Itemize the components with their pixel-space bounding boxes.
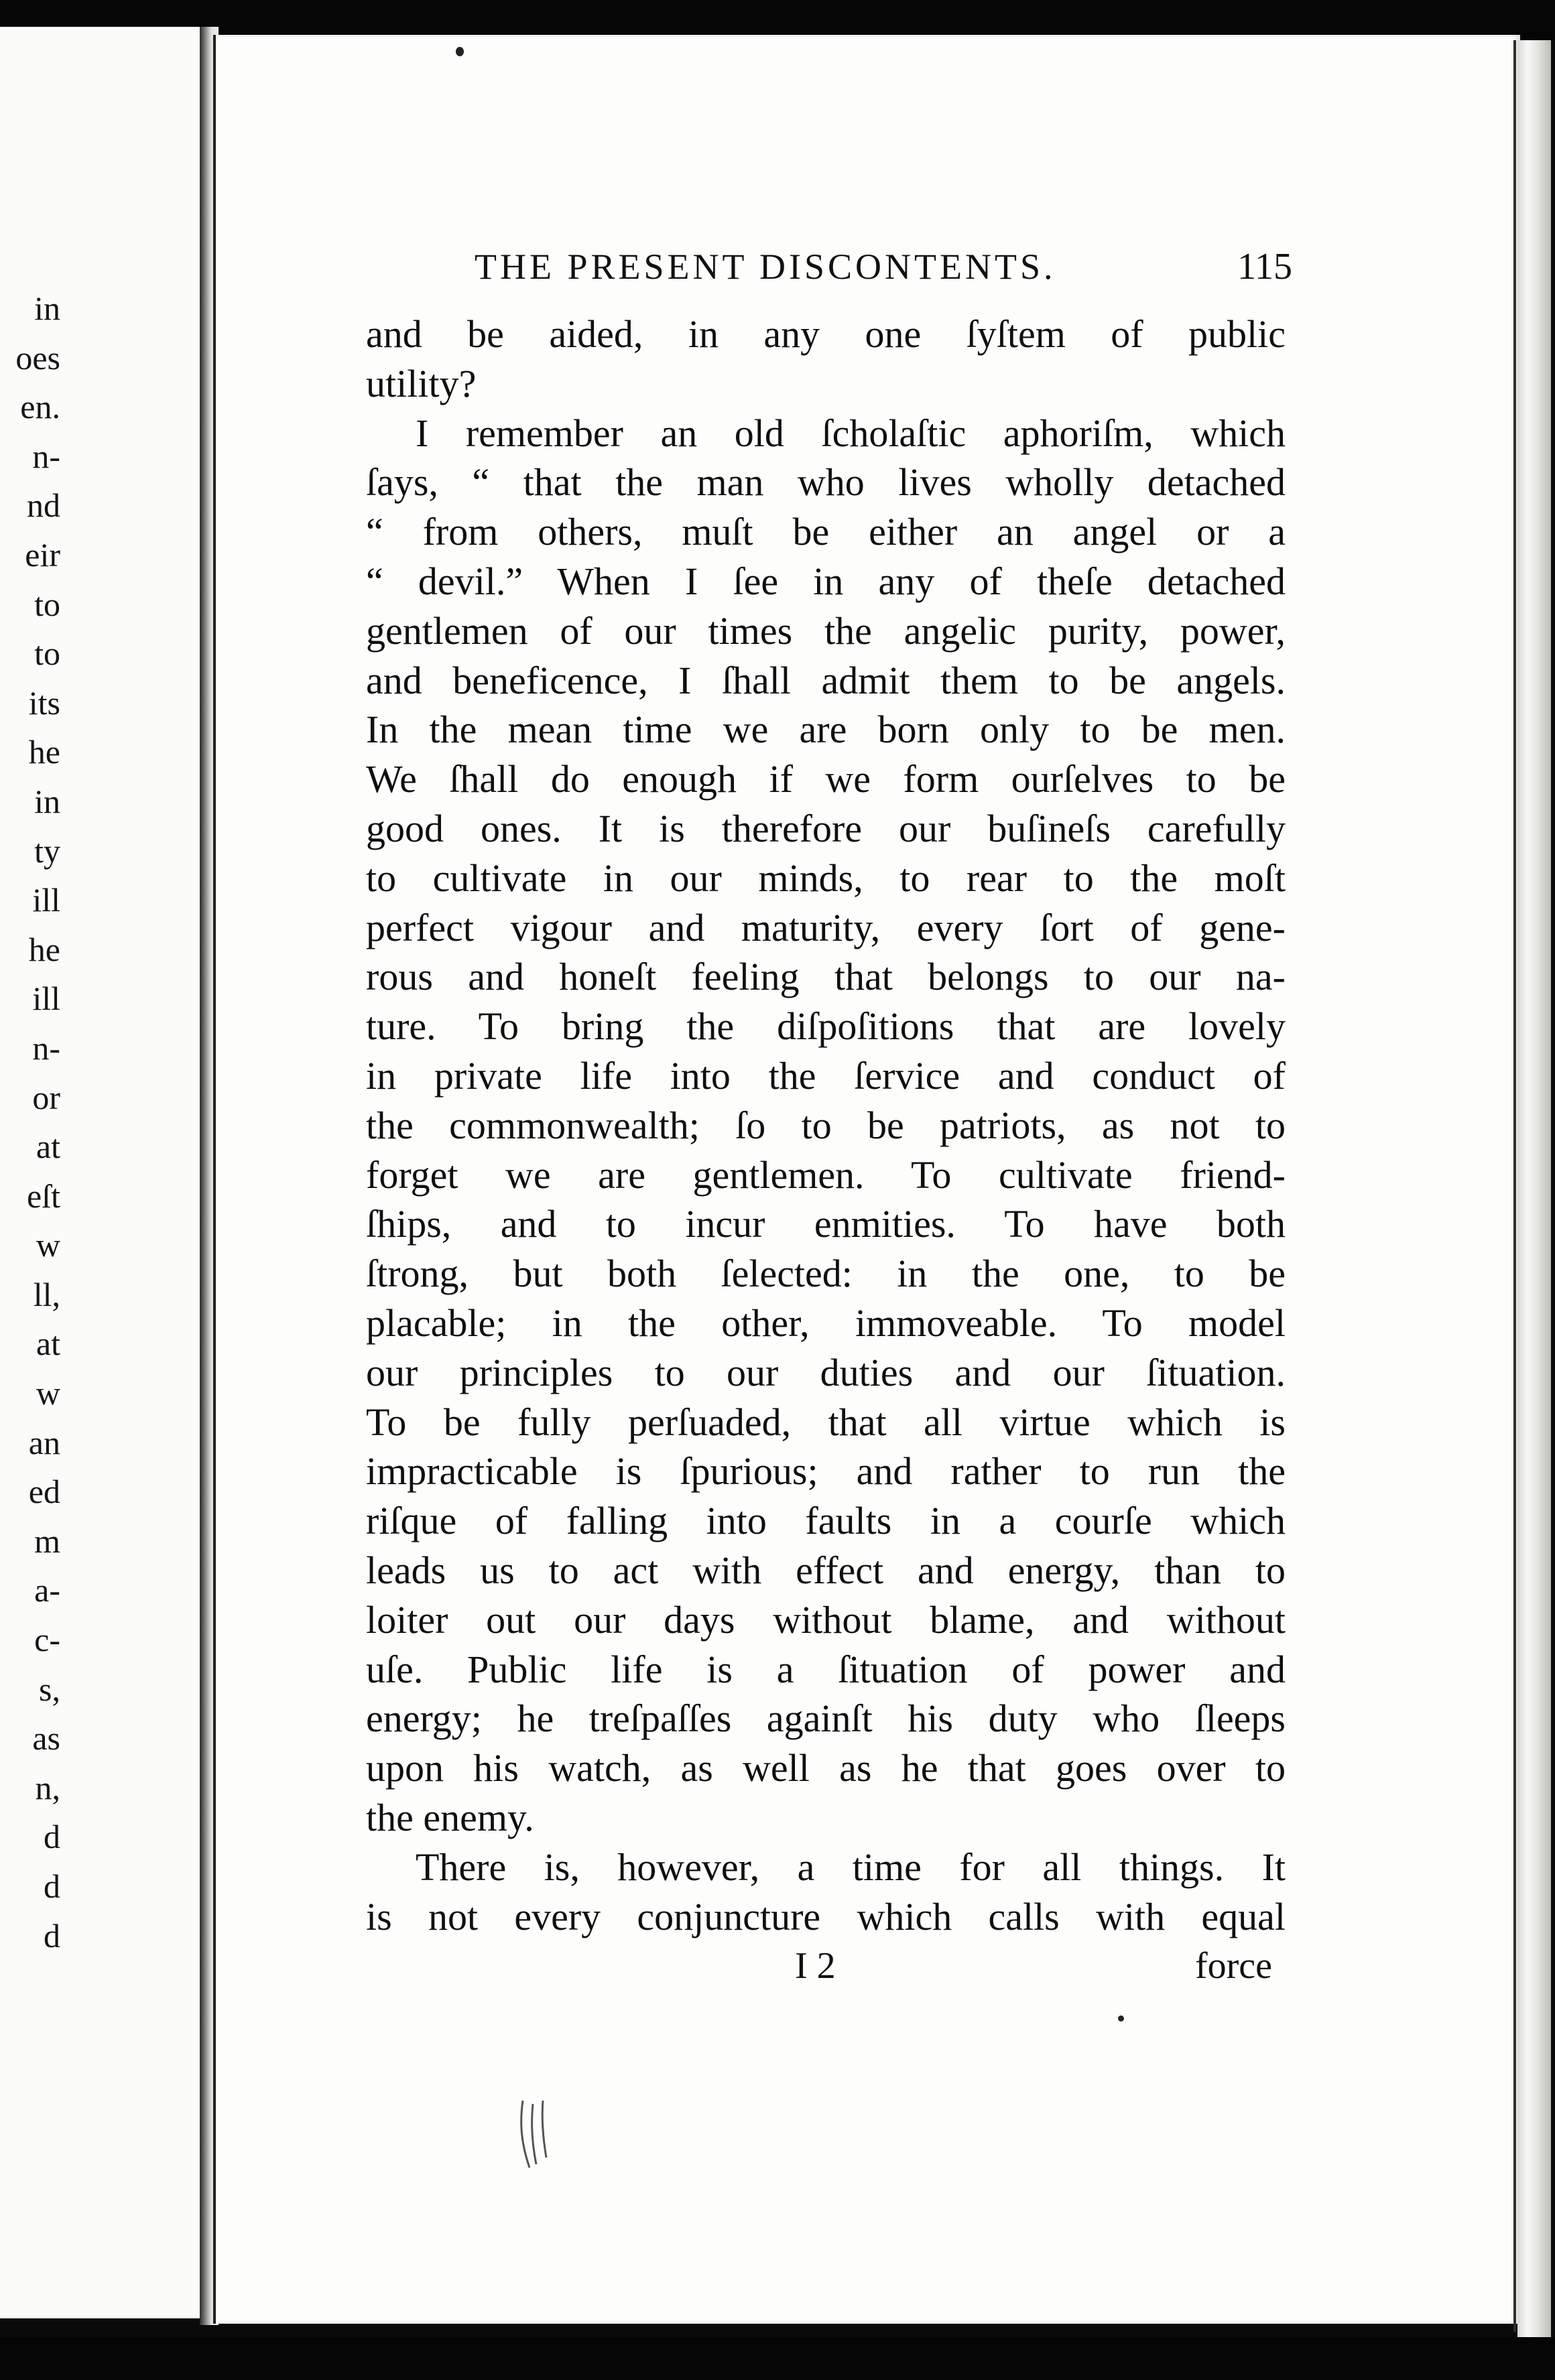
page-edge-line [1513, 40, 1516, 2332]
text-line: ſays, “ that the man who lives wholly detached [366, 460, 1286, 505]
text-line: leads us to act with effect and energy, than to [366, 1548, 1286, 1592]
text-line: “ devil.” When I ſee in any of theſe detached [366, 559, 1286, 603]
body-text [366, 310, 1286, 1941]
text-line: is not every conjuncture which calls with equal [366, 1894, 1286, 1938]
facing-page-fragment: oes [15, 338, 60, 377]
text-line: forget we are gentlemen. To cultivate friend- [366, 1152, 1286, 1197]
facing-page-fragment: to [34, 635, 60, 673]
text-line: and be aided, in any one ſyſtem of public [366, 312, 1286, 356]
facing-page-fragment: d [44, 1818, 60, 1856]
text-line: in private life into the ſervice and conduct of [366, 1053, 1286, 1098]
text-line: perfect vigour and maturity, every ſort of gene- [366, 905, 1286, 949]
text-line: energy; he treſpaſſes againſt his duty who ſleeps [366, 1697, 1286, 1741]
text-line: To be fully perſuaded, that all virtue which is [366, 1400, 1286, 1444]
scan-border-bottom [0, 2337, 1555, 2380]
text-line: and beneficence, I ſhall admit them to be angels. [366, 658, 1286, 702]
running-head [475, 241, 1292, 292]
signature-mark: I 2 [795, 1945, 836, 1987]
text-line: impracticable is ſpurious; and rather to run the [366, 1449, 1286, 1494]
facing-page-fragment: to [34, 585, 60, 623]
text-line: ſhips, and to incur enmities. To have both [366, 1202, 1286, 1246]
catchword: force [1194, 1945, 1272, 1987]
facing-page-fragment: ll, [33, 1275, 60, 1313]
facing-page-fragment: he [28, 930, 60, 968]
facing-page-fragment: as [32, 1719, 60, 1758]
ink-speck [456, 47, 464, 56]
facing-page-fragment: w [36, 1226, 60, 1264]
facing-page-left [0, 27, 204, 2318]
facing-page-fragment: n- [32, 437, 60, 475]
facing-page-fragment: an [28, 1423, 60, 1461]
facing-page-fragment: en. [20, 388, 60, 426]
facing-page-fragment: at [36, 1128, 60, 1166]
facing-page-fragment: w [36, 1374, 60, 1412]
facing-page-fragment: its [28, 683, 60, 722]
text-line: There is, however, a time for all things. It [416, 1845, 1286, 1889]
page-footer [366, 1940, 1286, 1991]
facing-page-fragment: a- [34, 1571, 60, 1609]
text-line: the enemy. [366, 1795, 534, 1839]
text-line: placable; in the other, immoveable. To model [366, 1301, 1286, 1345]
facing-page-fragment: ed [28, 1473, 60, 1511]
facing-page-fragments [0, 284, 60, 1961]
facing-page-fragment: d [44, 1916, 60, 1955]
text-line: ſtrong, but both ſelected: in the one, to be [366, 1252, 1286, 1296]
text-line: gentlemen of our times the angelic purity, power, [366, 608, 1286, 653]
text-line: In the mean time we are born only to be men. [366, 708, 1286, 752]
facing-page-fragment: ill [32, 980, 60, 1018]
text-line: “ from others, muſt be either an angel or a [366, 510, 1286, 554]
text-line: upon his watch, as well as he that goes over to [366, 1746, 1286, 1790]
scan-border-top [0, 0, 1555, 40]
facing-page-fragment: ill [32, 881, 60, 919]
facing-page-fragment: m [34, 1522, 60, 1560]
facing-page-fragment: he [28, 733, 60, 771]
paper-mark [509, 2097, 556, 2171]
facing-page-fragment: c- [34, 1621, 60, 1659]
facing-page-fragment: s, [39, 1670, 60, 1708]
facing-page-fragment: n- [32, 1029, 60, 1067]
facing-page-fragment: at [36, 1325, 60, 1363]
ink-speck [1118, 2015, 1124, 2022]
text-line: ture. To bring the diſpoſitions that are lovely [366, 1004, 1286, 1049]
text-line: utility? [366, 361, 477, 405]
facing-page-fragment: ty [34, 832, 60, 870]
facing-page-fragment: eir [25, 535, 60, 574]
text-line: to cultivate in our minds, to rear to the moſt [366, 856, 1286, 900]
facing-page-fragment: in [34, 782, 60, 820]
text-line: loiter out our days without blame, and without [366, 1597, 1286, 1642]
running-head-title: THE PRESENT DISCONTENTS. [475, 247, 1056, 287]
text-line: I remember an old ſcholaſtic aphoriſm, which [416, 411, 1286, 455]
text-line: rous and honeſt feeling that belongs to our na- [366, 955, 1286, 999]
text-line: riſque of falling into faults in a courſe which [366, 1499, 1286, 1543]
facing-page-fragment: or [32, 1078, 60, 1116]
text-line: good ones. It is therefore our buſineſs carefully [366, 806, 1286, 850]
facing-page-fragment: eſt [27, 1177, 60, 1215]
text-line: We ſhall do enough if we form ourſelves to be [366, 757, 1286, 801]
text-line: uſe. Public life is a ſituation of power and [366, 1647, 1286, 1691]
facing-page-fragment: nd [27, 486, 60, 525]
page-number: 115 [1237, 246, 1292, 287]
facing-page-fragment: in [34, 289, 60, 327]
facing-page-fragment: n, [35, 1768, 60, 1806]
text-line: our principles to our duties and our ſituation. [366, 1350, 1286, 1394]
page-stack-edge [1517, 40, 1551, 2338]
facing-page-fragment: d [44, 1867, 60, 1905]
text-line: the commonwealth; ſo to be patriots, as not to [366, 1103, 1286, 1147]
